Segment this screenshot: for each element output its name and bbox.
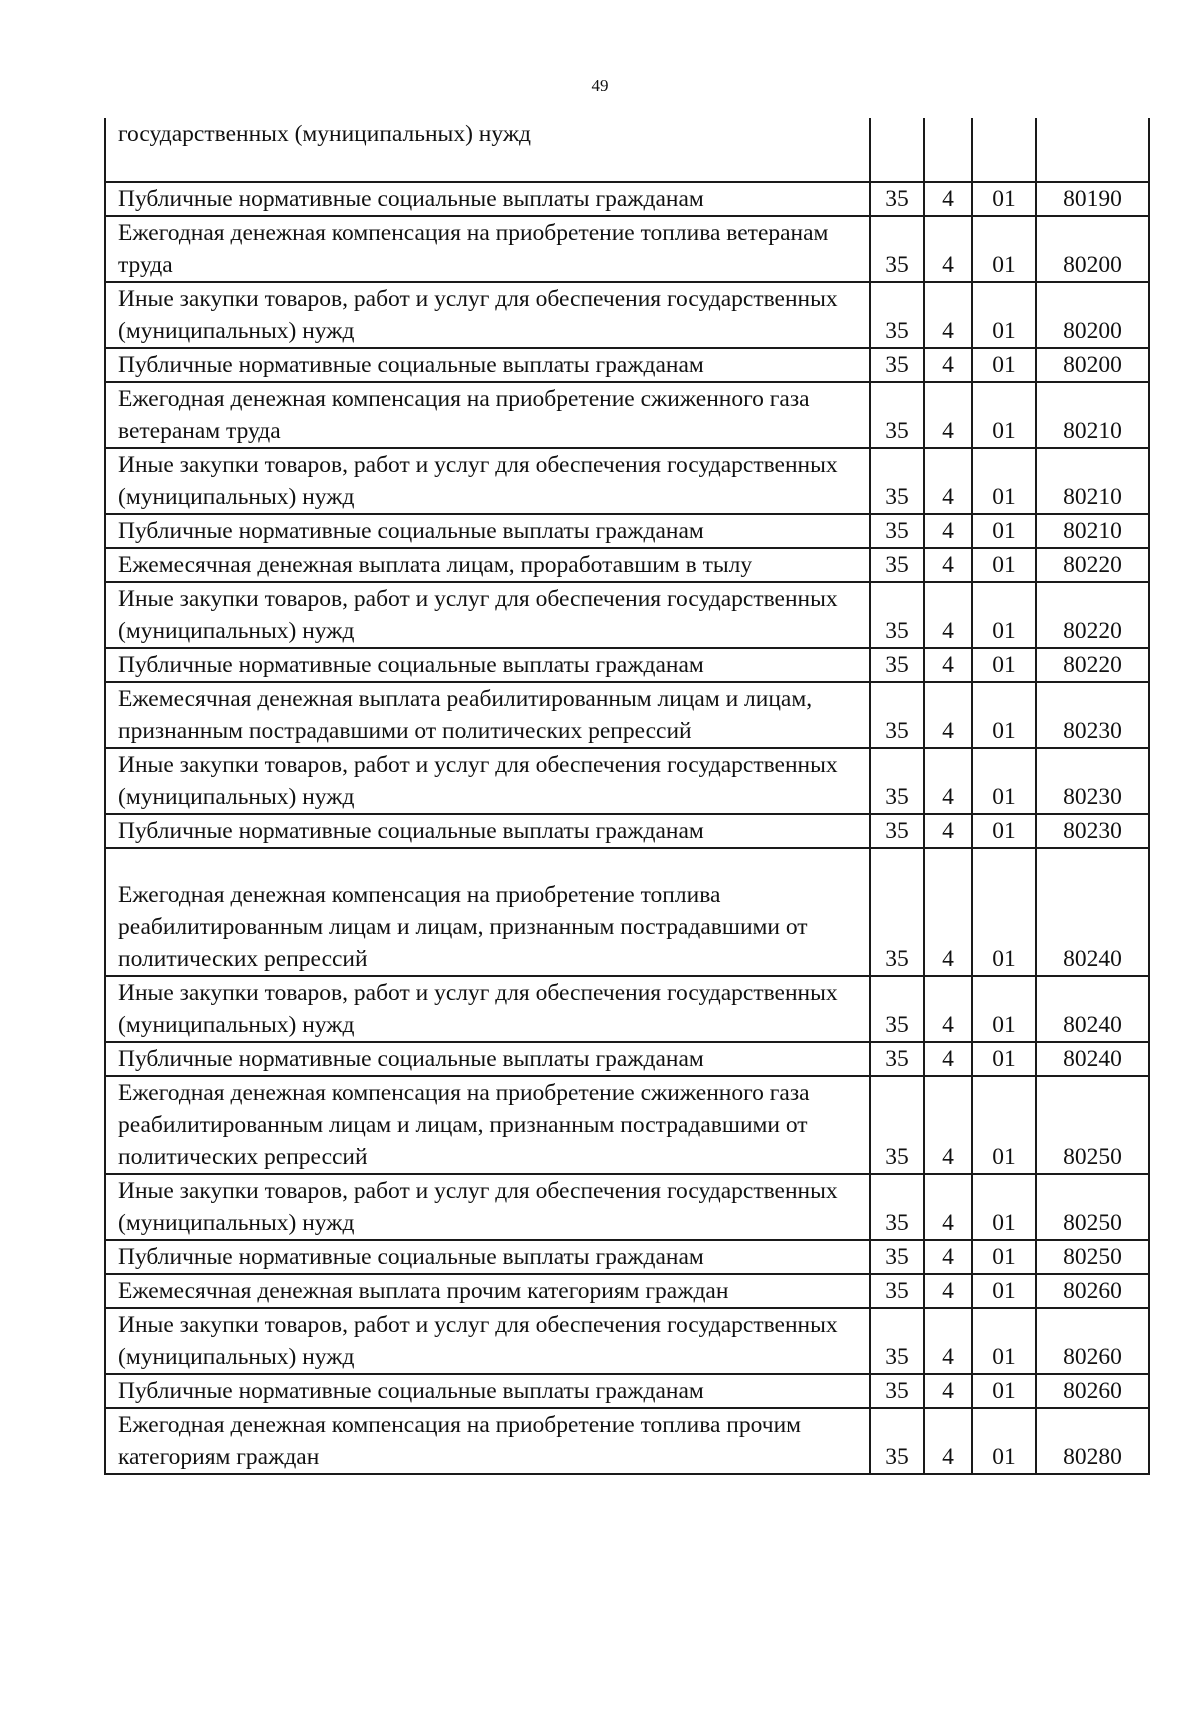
code-section: 4 [924,448,972,514]
code-ministry: 35 [870,582,924,648]
code-ministry: 35 [870,448,924,514]
code-ministry: 35 [870,282,924,348]
row-description: Публичные нормативные социальные выплаты гражданам [105,182,870,216]
code-target: 80240 [1036,848,1149,976]
row-description: Публичные нормативные социальные выплаты гражданам [105,814,870,848]
table-row [105,182,1149,216]
row-description: Публичные нормативные социальные выплаты гражданам [105,1240,870,1274]
code-target: 80250 [1036,1174,1149,1240]
row-description: Ежегодная денежная компенсация на приобретение топлива прочим категориям граждан [105,1408,870,1474]
code-subsection: 01 [972,448,1036,514]
code-ministry: 35 [870,1174,924,1240]
code-section: 4 [924,1076,972,1174]
code-target: 80250 [1036,1076,1149,1174]
table-row [105,976,1149,1042]
code-ministry: 35 [870,1076,924,1174]
code-subsection: 01 [972,1240,1036,1274]
code-subsection: 01 [972,514,1036,548]
code-ministry: 35 [870,682,924,748]
code-target: 80220 [1036,582,1149,648]
row-description: Иные закупки товаров, работ и услуг для обеспечения государственных (муниципальных) нужд [105,448,870,514]
code-ministry: 35 [870,382,924,448]
code-target: 80230 [1036,748,1149,814]
code-target: 80230 [1036,682,1149,748]
row-description: Иные закупки товаров, работ и услуг для обеспечения государственных (муниципальных) нужд [105,1174,870,1240]
code-section: 4 [924,514,972,548]
code-target: 80250 [1036,1240,1149,1274]
code-ministry: 35 [870,848,924,976]
code-ministry: 35 [870,814,924,848]
code-section: 4 [924,548,972,582]
row-description: Ежегодная денежная компенсация на приобретение топлива ветеранам труда [105,216,870,282]
code-target: 80230 [1036,814,1149,848]
code-target: 80240 [1036,1042,1149,1076]
code-subsection: 01 [972,548,1036,582]
row-description: Иные закупки товаров, работ и услуг для обеспечения государственных (муниципальных) нужд [105,748,870,814]
table-row [105,514,1149,548]
table-row [105,1042,1149,1076]
code-section: 4 [924,976,972,1042]
table-row [105,1308,1149,1374]
row-description: Публичные нормативные социальные выплаты гражданам [105,514,870,548]
code-subsection: 01 [972,348,1036,382]
table-row [105,1274,1149,1308]
table-row [105,548,1149,582]
code-subsection: 01 [972,1076,1036,1174]
budget-classification-table [104,118,1150,1475]
row-description: Ежегодная денежная компенсация на приобретение сжиженного газа реабилитированным лицам и лицам, признанным пострадавшими от политических репрессий [105,1076,870,1174]
row-description: Иные закупки товаров, работ и услуг для обеспечения государственных (муниципальных) нужд [105,976,870,1042]
code-subsection: 01 [972,1174,1036,1240]
code-target: 80210 [1036,382,1149,448]
code-subsection: 01 [972,1042,1036,1076]
code-section: 4 [924,848,972,976]
row-description: Публичные нормативные социальные выплаты гражданам [105,348,870,382]
code-subsection: 01 [972,382,1036,448]
code-ministry: 35 [870,1274,924,1308]
code-subsection: 01 [972,682,1036,748]
row-description: Ежемесячная денежная выплата лицам, проработавшим в тылу [105,548,870,582]
code-section: 4 [924,1274,972,1308]
code-target [1036,118,1149,182]
code-target: 80260 [1036,1308,1149,1374]
table-row [105,1374,1149,1408]
table-row [105,348,1149,382]
code-section: 4 [924,1408,972,1474]
table-row [105,1240,1149,1274]
table-row [105,648,1149,682]
code-target: 80280 [1036,1408,1149,1474]
code-target: 80200 [1036,216,1149,282]
code-section: 4 [924,382,972,448]
code-subsection: 01 [972,1408,1036,1474]
code-ministry: 35 [870,182,924,216]
code-section: 4 [924,682,972,748]
code-section: 4 [924,748,972,814]
code-section: 4 [924,216,972,282]
code-target: 80200 [1036,348,1149,382]
code-ministry: 35 [870,1042,924,1076]
code-subsection: 01 [972,582,1036,648]
code-target: 80200 [1036,282,1149,348]
code-target: 80210 [1036,514,1149,548]
code-ministry: 35 [870,1308,924,1374]
code-subsection: 01 [972,216,1036,282]
table-row [105,1408,1149,1474]
row-description: Иные закупки товаров, работ и услуг для обеспечения государственных (муниципальных) нужд [105,582,870,648]
code-subsection: 01 [972,282,1036,348]
code-subsection: 01 [972,748,1036,814]
code-ministry: 35 [870,348,924,382]
row-description: Ежемесячная денежная выплата прочим категориям граждан [105,1274,870,1308]
code-target: 80190 [1036,182,1149,216]
code-target: 80260 [1036,1274,1149,1308]
code-target: 80240 [1036,976,1149,1042]
row-description: Публичные нормативные социальные выплаты гражданам [105,1374,870,1408]
row-description: Ежемесячная денежная выплата реабилитированным лицам и лицам, признанным пострадавшими от политических репрессий [105,682,870,748]
code-target: 80220 [1036,548,1149,582]
code-subsection: 01 [972,648,1036,682]
code-subsection [972,118,1036,182]
code-ministry: 35 [870,1408,924,1474]
table-row [105,814,1149,848]
code-ministry: 35 [870,1374,924,1408]
code-ministry: 35 [870,1240,924,1274]
table-row [105,282,1149,348]
code-section: 4 [924,648,972,682]
table-row [105,118,1149,182]
code-section: 4 [924,348,972,382]
page-number: 49 [591,76,609,95]
code-subsection: 01 [972,182,1036,216]
code-ministry: 35 [870,514,924,548]
table-row [105,848,1149,976]
code-section: 4 [924,182,972,216]
code-section: 4 [924,1240,972,1274]
table-row [105,1076,1149,1174]
code-section: 4 [924,1374,972,1408]
code-section: 4 [924,1174,972,1240]
code-subsection: 01 [972,1374,1036,1408]
code-ministry: 35 [870,548,924,582]
table-row [105,582,1149,648]
code-subsection: 01 [972,814,1036,848]
table-row [105,382,1149,448]
code-subsection: 01 [972,976,1036,1042]
code-subsection: 01 [972,1308,1036,1374]
code-subsection: 01 [972,1274,1036,1308]
code-ministry: 35 [870,748,924,814]
row-description: Публичные нормативные социальные выплаты гражданам [105,648,870,682]
table-row [105,1174,1149,1240]
code-section: 4 [924,1308,972,1374]
code-section: 4 [924,814,972,848]
table-row [105,216,1149,282]
code-section: 4 [924,1042,972,1076]
code-target: 80260 [1036,1374,1149,1408]
code-target: 80210 [1036,448,1149,514]
table-row [105,748,1149,814]
code-section [924,118,972,182]
row-description: Иные закупки товаров, работ и услуг для обеспечения государственных (муниципальных) нужд [105,1308,870,1374]
code-section: 4 [924,582,972,648]
table-row [105,448,1149,514]
row-description: государственных (муниципальных) нужд [105,118,870,182]
row-description: Публичные нормативные социальные выплаты гражданам [105,1042,870,1076]
code-ministry [870,118,924,182]
code-ministry: 35 [870,648,924,682]
row-description: Ежегодная денежная компенсация на приобретение сжиженного газа ветеранам труда [105,382,870,448]
row-description: Иные закупки товаров, работ и услуг для обеспечения государственных (муниципальных) нужд [105,282,870,348]
row-description: Ежегодная денежная компенсация на приобретение топлива реабилитированным лицам и лицам, признанным пострадавшими от политических репрессий [105,848,870,976]
code-ministry: 35 [870,976,924,1042]
table-row [105,682,1149,748]
code-ministry: 35 [870,216,924,282]
code-subsection: 01 [972,848,1036,976]
code-section: 4 [924,282,972,348]
code-target: 80220 [1036,648,1149,682]
